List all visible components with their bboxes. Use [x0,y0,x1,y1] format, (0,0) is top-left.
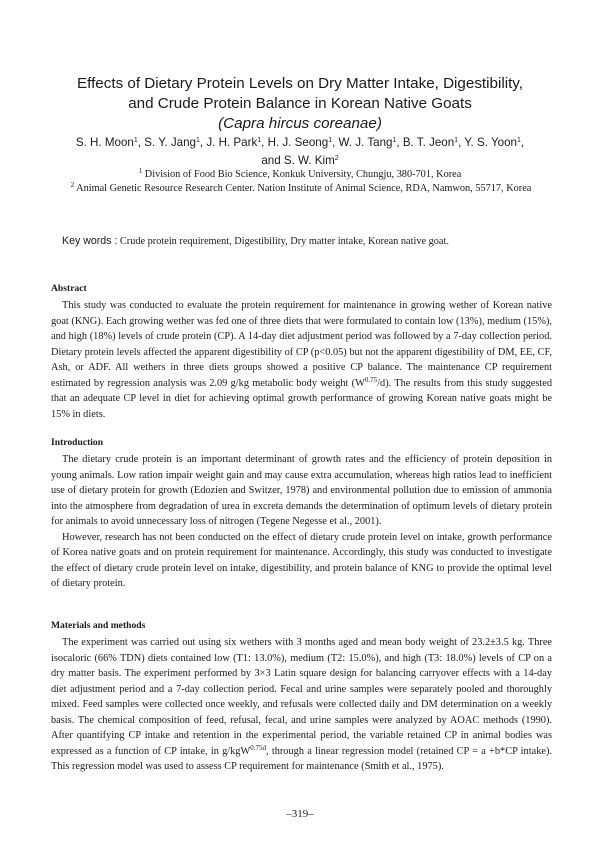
methods-paragraph [51,635,552,775]
affiliation-mark: 2 [70,181,75,189]
affiliation-text: Division of Food Bio Science, Konkuk University, Chungju, 380-701, Korea [142,169,462,180]
author-line-1 [40,134,560,152]
methods-section [51,620,552,775]
section-heading: Materials and methods [51,620,146,631]
affiliation-2 [56,182,546,196]
section-heading: Introduction [51,437,104,448]
author-affiliation-mark: 1 [257,137,262,144]
affiliation-text: Animal Genetic Resource Research Center. Nation Institute of Animal Science, RDA, Namwon, 55717, Korea [74,183,532,194]
methods-text: , through a linear regression model (retained CP = a +b*CP intake). This regression model was used to assess CP requirement for maintenance (Smith et al., 1975). [51,745,552,772]
author-affiliation-mark: 1 [328,137,333,144]
author-name: , B. T. Jeon [396,136,455,149]
author-affiliation-mark: 1 [392,137,397,144]
section-heading: Abstract [51,283,87,294]
abstract-text: This study was conducted to evaluate the protein requirement for maintenance in growing wether of Korean native goat (KNG). Each growing wether was fed one of three diets that were formulated to contain low (13%), medium (15%), and high (18%) levels of crude protein (CP). A 14-day diet adjustment period was followed by a 7-day collection period. Dietary protein levels affected the apparent digestibility of CP (p<0.05) but not the apparent digestibility of DM, EE, CF, Ash, or ADF. All wethers in three diets groups showed a positive CP balance. The maintenance CP requirement estimated by regression analysis was 2.09 g/kg metabolic body weight (W [51,300,552,389]
methods-text: The experiment was carried out using six wethers with 3 months aged and mean body weight of 23.2±3.5 kg. Three isocaloric (66% TDN) diets contained low (T1: 13.0%), medium (T2: 15.0%), and high (T3: 18.0%) levels of CP on a dry matter basis. The experiment performed by 3×3 Latin square design for balancing carryover effects with a 14-day diet adjustment period and a 7-day collection period. Fecal and urine samples were separately pooled and thoroughly mixed. Feed samples were collected once weekly, and refusals were collected daily and DM determination on a weekly basis. The chemical composition of feed, refusal, fecal, and urine samples were analyzed by AOAC methods (1990). After quantifying CP intake and retention in the experimental period, the variable retained CP in animal bodies was expressed as a function of CP intake, in g/kgW [51,637,552,757]
author-name: S. H. Moon [75,136,134,149]
introduction-section [51,437,552,592]
author-name: and S. W. Kim [261,154,335,167]
title-line-2: and Crude Protein Balance in Korean Native Goats [128,95,472,112]
affiliation-mark: 1 [138,167,143,175]
abstract-section [51,283,552,422]
author-name: , H. J. Seong [261,136,329,149]
author-affiliation-mark: 2 [334,155,339,162]
introduction-paragraph-2: However, research has not been conducted on the effect of dietary crude protein level on intake, growth performance of Korea native goats and on protein requirement for maintenance. Accordingly, this study was conducted to investigate the effect of dietary crude protein level on intake, digestibility, and protein balance of KNG to provide the optimal level of dietary protein. [51,531,552,589]
page-number: –319– [286,808,314,820]
title-line-1: Effects of Dietary Protein Levels on Dry Matter Intake, Digestibility, [77,75,523,92]
affiliation-1 [40,168,560,181]
introduction-paragraph-1: The dietary crude protein is an important determinant of growth rates and the efficiency of protein deposition in young animals. Low ration impair weight gain and may cause extra accumulation, whereas high ratios lead to inefficient use of dietary protein for growth (Edozien and Switzer, 1978) and environmental pollution due to emission of ammonia into the atmosphere from degradation of urea in excreta demands the determination of optimum levels of dietary protein for animals to avoid unnecessary loss of nitrogen (Tegene Negesse et al., 2001). [51,454,552,527]
author-affiliation-mark: 1 [516,137,521,144]
author-name: , Y. S. Yoon [458,136,517,149]
keywords-text: Crude protein requirement, Digestibility, Dry matter intake, Korean native goat. [117,236,449,247]
author-name: , J. H. Park [199,136,258,149]
author-affiliation-mark: 1 [133,137,138,144]
author-name: , [520,136,525,149]
author-affiliation-mark: 1 [454,137,459,144]
author-list [40,134,560,170]
exponent: 0.75d [250,743,266,752]
paper-title [40,74,560,134]
author-name: , W. J. Tang [332,136,393,149]
abstract-paragraph [51,298,552,422]
author-name: , S. Y. Jang [137,136,197,149]
exponent: 0.75 [364,375,378,384]
title-line-3-species: (Capra hircus coreanae) [218,115,382,132]
keywords-label: Key words : [62,235,118,247]
author-affiliation-mark: 1 [196,137,200,144]
keywords-line [62,234,562,249]
abstract-text: /d). The results from this study suggested that an adequate CP level in diet for achieving optimal growth performance of growing Korean native goats might be 15% in diets. [51,377,552,420]
